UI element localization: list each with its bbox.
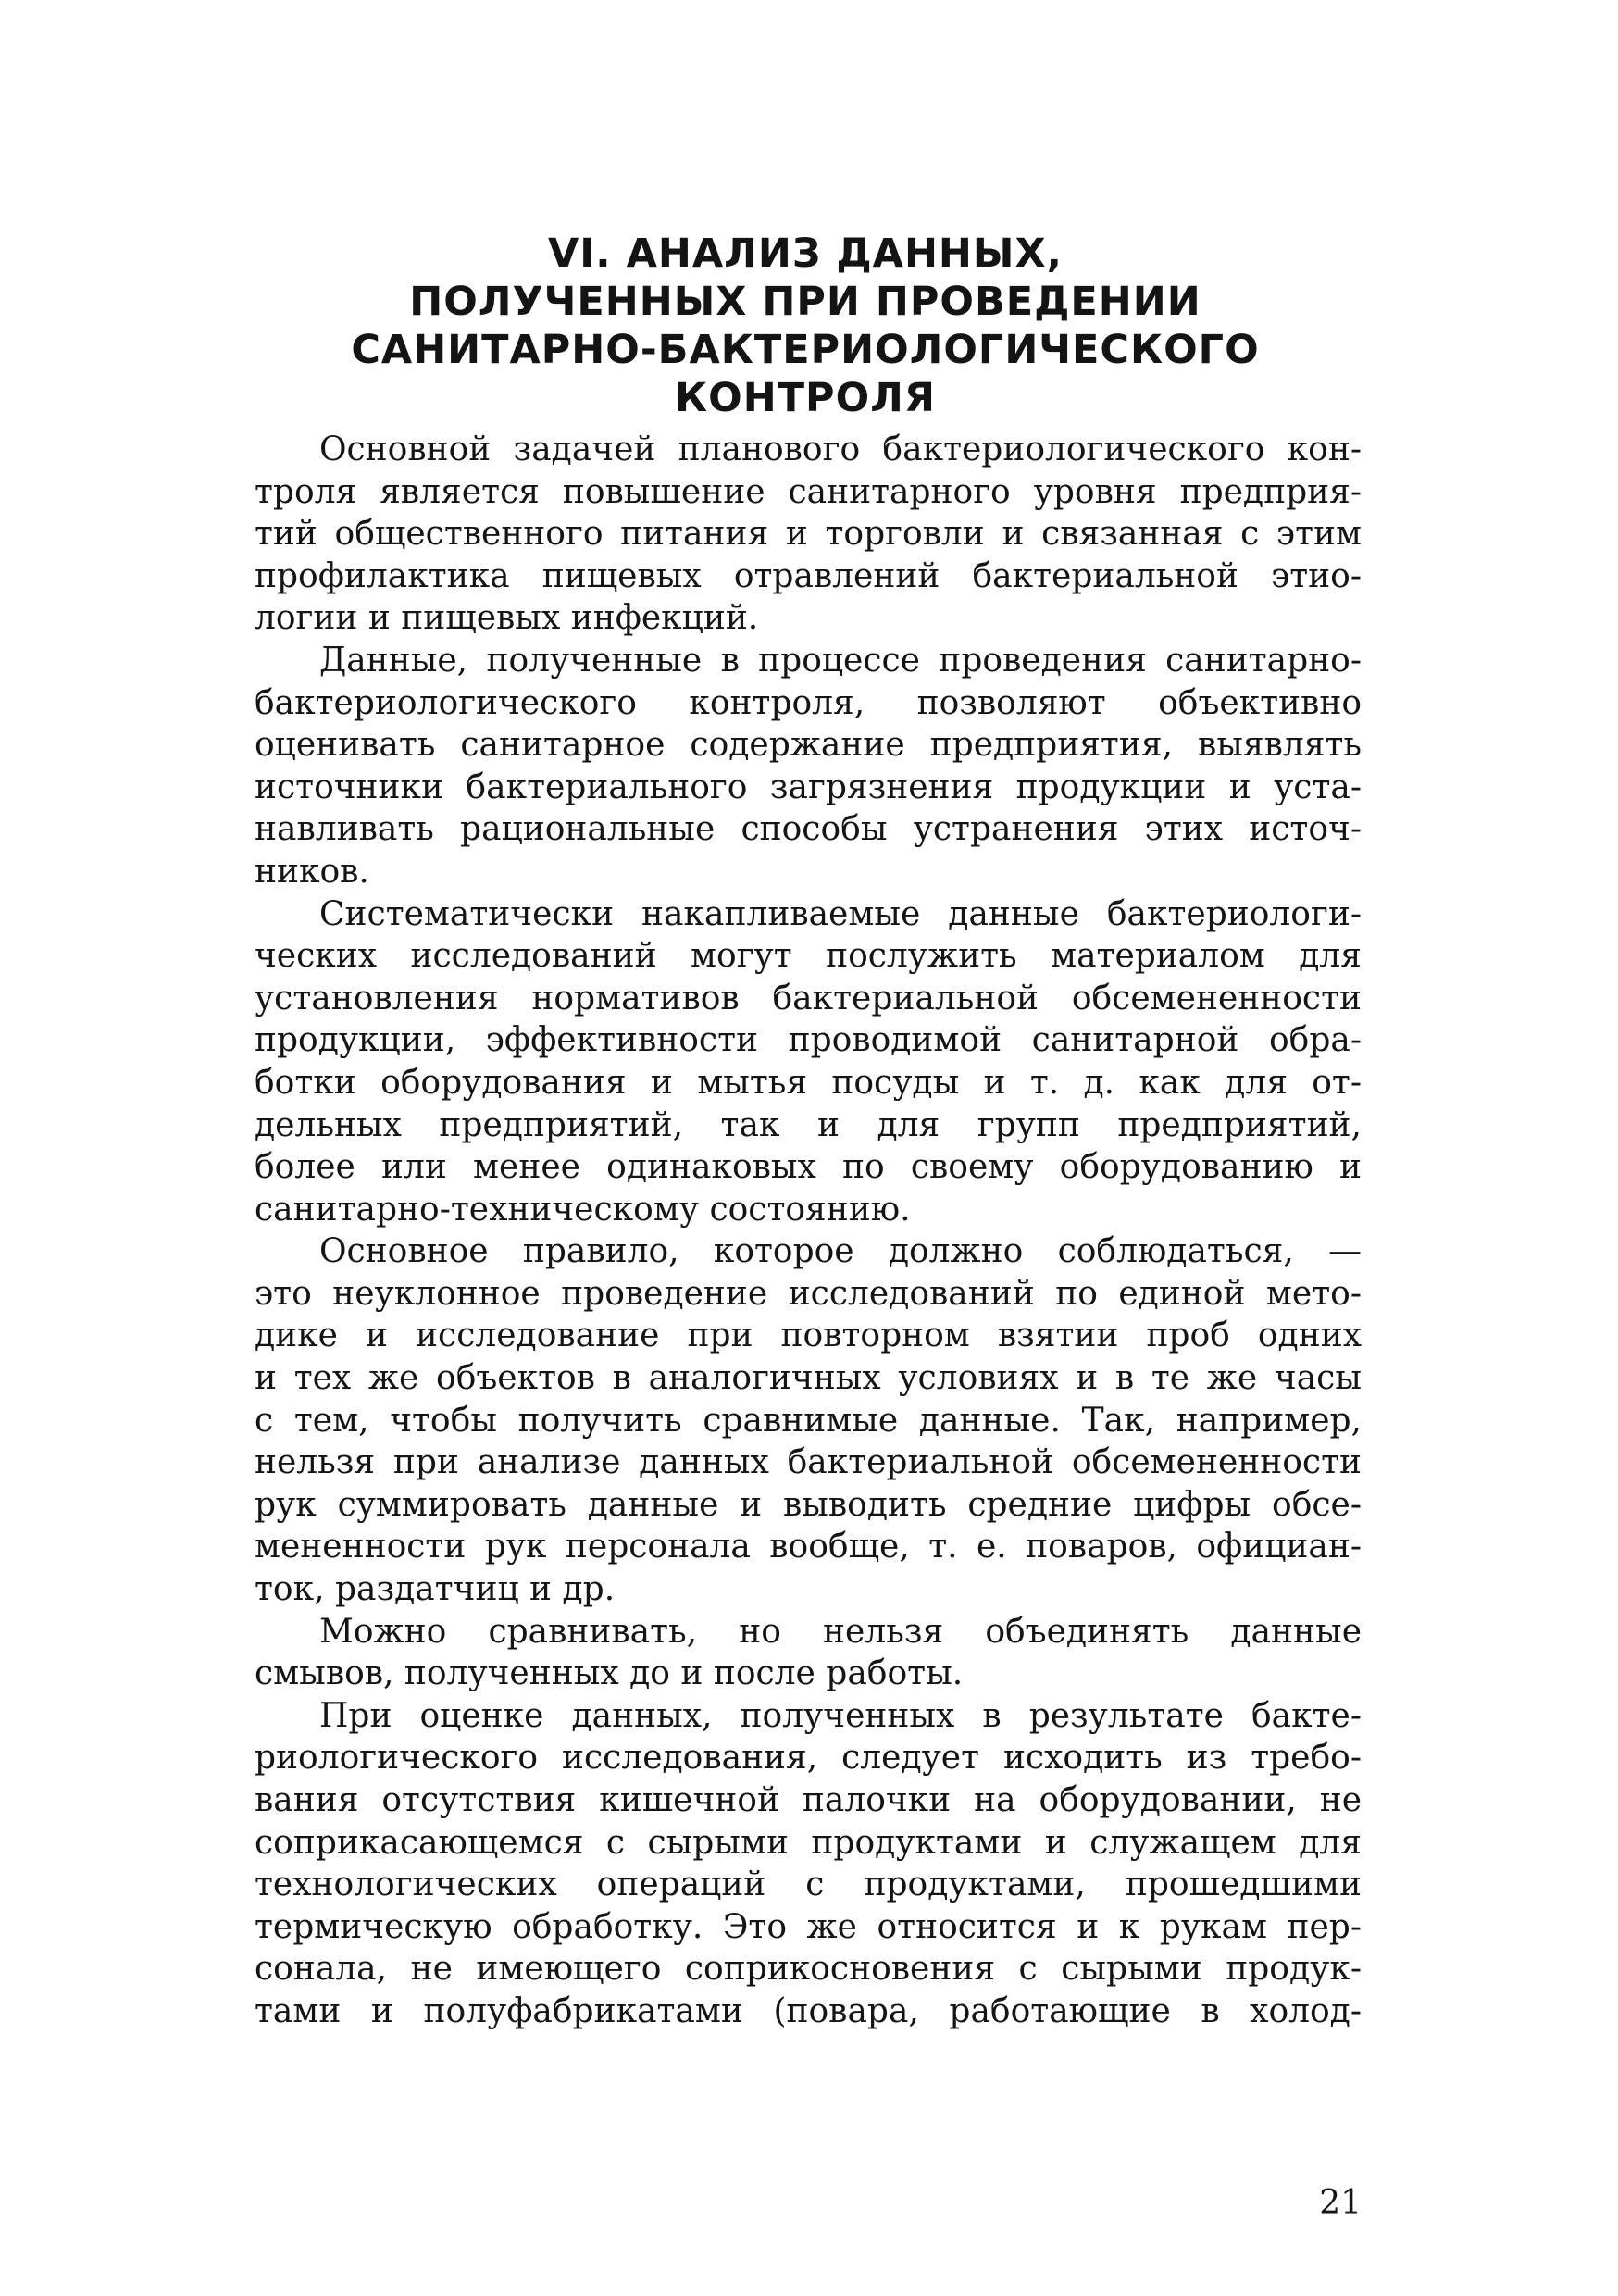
text-line: и тех же объектов в аналогичных условиях и в те же часы bbox=[255, 1359, 1362, 1398]
text-line: ток, раздатчиц и др. bbox=[255, 1570, 616, 1609]
text-line: это неуклонное проведение исследований по единой мето- bbox=[255, 1274, 1362, 1313]
text-line: тий общественного питания и торговли и связанная с этим bbox=[255, 515, 1362, 554]
text-line: оценивать санитарное содержание предприятия, выявлять bbox=[255, 726, 1362, 765]
text-line: Основной задачей планового бактериологического кон- bbox=[319, 430, 1362, 468]
text-line: Можно сравнивать, но нельзя объединять данные bbox=[319, 1612, 1362, 1651]
text-line: бактериологического контроля, позволяют объективно bbox=[255, 683, 1362, 722]
text-line: ников. bbox=[255, 852, 369, 891]
text-line: источники бактериального загрязнения продукции и уста- bbox=[255, 767, 1362, 806]
text-line: смывов, полученных до и после работы. bbox=[255, 1654, 964, 1693]
text-line: При оценке данных, полученных в результате бакте- bbox=[319, 1696, 1362, 1735]
text-line: профилактика пищевых отравлений бактериальной этио- bbox=[255, 556, 1362, 595]
text-line: тами и полуфабрикатами (повара, работающие в холод- bbox=[255, 1991, 1362, 2030]
text-line: ческих исследований могут послужить материалом для bbox=[255, 937, 1362, 976]
text-line: троля является повышение санитарного уровня предприя- bbox=[255, 472, 1362, 511]
text-line: соприкасающемся с сырыми продуктами и служащем для bbox=[255, 1823, 1362, 1862]
text-line: ботки оборудования и мытья посуды и т. д. как для от- bbox=[255, 1063, 1362, 1102]
text-line: рук суммировать данные и выводить средние цифры обсе- bbox=[255, 1485, 1362, 1524]
paragraph-2 bbox=[255, 640, 1362, 893]
text-line: более или менее одинаковых по своему оборудованию и bbox=[255, 1148, 1362, 1187]
paragraph-1 bbox=[255, 429, 1362, 640]
text-line: дельных предприятий, так и для групп предприятий, bbox=[255, 1105, 1362, 1144]
text-line: навливать рациональные способы устранения этих источ- bbox=[255, 810, 1362, 849]
body-text bbox=[255, 429, 1362, 2033]
page-number: 21 bbox=[1319, 2184, 1362, 2222]
text-line: дике и исследование при повторном взятии проб одних bbox=[255, 1316, 1362, 1355]
text-line: технологических операций с продуктами, прошедшими bbox=[255, 1866, 1362, 1904]
paragraph-5 bbox=[255, 1611, 1362, 1695]
text-line: сонала, не имеющего соприкосновения с сырыми продук- bbox=[255, 1950, 1362, 1989]
title-line: КОНТРОЛЯ bbox=[675, 375, 936, 421]
paragraph-4 bbox=[255, 1230, 1362, 1610]
text-line: нельзя при анализе данных бактериальной обсемененности bbox=[255, 1443, 1362, 1482]
text-line: мененности рук персонала вообще, т. е. поваров, официан- bbox=[255, 1528, 1362, 1566]
paragraph-6 bbox=[255, 1695, 1362, 2033]
text-line: продукции, эффективности проводимой санитарной обра- bbox=[255, 1021, 1362, 1060]
text-line: логии и пищевых инфекций. bbox=[255, 599, 759, 638]
paragraph-3 bbox=[255, 893, 1362, 1231]
text-line: Основное правило, которое должно соблюдаться, — bbox=[319, 1232, 1362, 1271]
text-line: Данные, полученные в процессе проведения санитарно- bbox=[319, 641, 1362, 680]
text-line: санитарно-техническому состоянию. bbox=[255, 1190, 911, 1229]
title-line: ПОЛУЧЕННЫХ ПРИ ПРОВЕДЕНИИ bbox=[409, 279, 1201, 325]
title-line: САНИТАРНО-БАКТЕРИОЛОГИЧЕСКОГО bbox=[351, 327, 1260, 373]
text-line: с тем, чтобы получить сравнимые данные. Так, например, bbox=[255, 1401, 1362, 1440]
text-line: риологического исследования, следует исходить из требо- bbox=[255, 1739, 1362, 1778]
text-line: Систематически накапливаемые данные бактериологи- bbox=[319, 894, 1362, 933]
title-line: VI. АНАЛИЗ ДАННЫХ, bbox=[548, 231, 1063, 277]
section-title bbox=[250, 230, 1361, 422]
text-line: установления нормативов бактериальной обсемененности bbox=[255, 979, 1362, 1017]
text-line: вания отсутствия кишечной палочки на оборудовании, не bbox=[255, 1781, 1362, 1819]
text-line: термическую обработку. Это же относится и к рукам пер- bbox=[255, 1907, 1362, 1946]
